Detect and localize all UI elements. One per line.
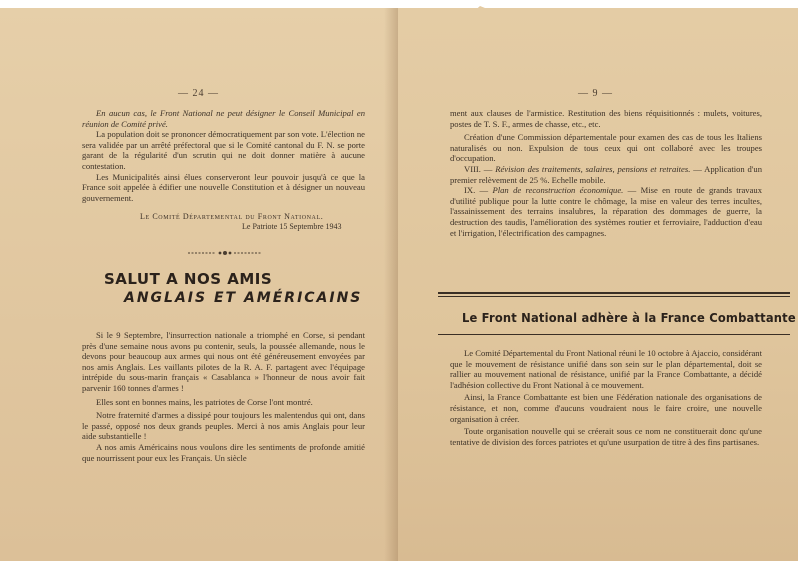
right-body-text <box>450 348 762 447</box>
ornament-divider-icon <box>186 248 264 258</box>
source-date: Le Patriote 15 Septembre 1943 <box>242 222 342 231</box>
insurrection-paragraph: Si le 9 Septembre, l'insurrection nationale a triomphé en Corse, si pendant près d'une semaine nous avons pu contenir, seuls, la poussée allemande, nous le devons pour beaucoup aux armes qui nous ont été généreusement envoyées par nos amis Anglais. Les vaillants pilotes de la R. A. F. partagent avec l'équipage intrépide du sous-marin français « Casablanca » l'honneur de nous avoir fait parvenir 160 tonnes d'armes ! <box>82 330 365 393</box>
item-8-title: Révision des traitements, salaires, pensions et retraites. <box>495 163 691 174</box>
municipalities-paragraph: Les Municipalités ainsi élues conserveront leur pouvoir jusqu'à ce que la France soit appelée à édifier une nouvelle Constitution et à désigner un nouveau gouvernement. <box>82 171 365 203</box>
heading-allies: ANGLAIS ET AMÉRICAINS <box>124 290 363 306</box>
intro-paragraph: En aucun cas, le Front National ne peut désigner le Conseil Municipal en réunion de Comité privé. <box>82 108 365 129</box>
heading-salut: SALUT A NOS AMIS <box>104 270 273 288</box>
item-9-text: — Mise en route de grands travaux d'utilité publique pour la lutte contre le chômage, la mise en valeur des terres incultes, l'assainissement des terrains insalubres, la réparation des dommages de guerre, la destruction des taudis, l'amélioration des systèmes routier et ferroviaire, l'adduction d'eau et l'irrigation, l'électrification des campagnes. <box>450 185 763 238</box>
item-9-label: IX. — <box>464 185 489 196</box>
new-organisation-paragraph: Toute organisation nouvelle qui se créerait sous ce nom ne constituerait donc qu'une tentative de division des forces patriotes et qu'une usurpation de titre à des fins partisanes. <box>450 426 762 447</box>
item-8 <box>450 164 762 185</box>
banner-rule-top <box>438 292 790 294</box>
banner-rule-top-thin <box>438 296 790 297</box>
page-number-left: — 24 — <box>178 88 219 99</box>
vote-paragraph: La population doit se prononcer démocratiquement par son vote. L'élection ne sera validée par un arrêté préfectoral que si le Comité cantonal du F. N. se porte garant de la régularité d'un scrutin qui ne doit donner matière à aucune contestation. <box>82 129 365 171</box>
left-page <box>0 8 398 561</box>
left-top-text <box>82 108 365 203</box>
committee-signature: Le Comité Départemental du Front National. <box>140 212 324 221</box>
banner-heading: Le Front National adhère à la France Combattante <box>462 310 796 325</box>
item-8-text: — Application d'un premier relèvement de 25 %. Echelle mobile. <box>450 163 763 185</box>
right-top-text <box>450 108 762 238</box>
good-hands-paragraph: Elles sont en bonnes mains, les patriotes de Corse l'ont montré. <box>96 396 313 407</box>
restitution-paragraph: ment aux clauses de l'armistice. Restitution des biens réquisitionnés : mulets, voitures, postes de T. S. F., armes de chasse, etc., etc. <box>450 108 762 129</box>
committee-paragraph: Le Comité Départemental du Front National réuni le 10 octobre à Ajaccio, considérant que le mouvement de résistance unifié dans son sein sur le plan départemental, doit se rallier au mouvement national de résistance, unifié par la France Combattante, a décidé l'adhésion collective du Front National à ce mouvement. <box>450 348 762 390</box>
fraternity-paragraph: Notre fraternité d'armes a dissipé pour toujours les malentendus qui ont, dans le passé, opposé nos deux grands peuples. Merci à nos amis Anglais pour leur aide substantielle ! <box>82 410 365 442</box>
item-9-title: Plan de reconstruction économique. <box>492 185 624 196</box>
federation-paragraph: Ainsi, la France Combattante est bien une Fédération nationale des organisations de résistance, et non, comme d'aucuns voudraient nous le faire croire, une nouvelle organisation à créer. <box>450 392 762 424</box>
commission-paragraph: Création d'une Commission départementale pour examen des cas de tous les Italiens naturalisés ou non. Expulsion de tous ceux qui ont collaboré avec les troupes d'occupation. <box>450 132 762 164</box>
left-body-text <box>82 330 365 463</box>
banner-rule-bottom <box>438 334 790 335</box>
item-8-label: VIII. — <box>464 163 493 174</box>
page-number-right: — 9 — <box>578 88 613 99</box>
right-page <box>398 8 798 561</box>
americans-paragraph: A nos amis Américains nous voulons dire les sentiments de profonde amitié que nourrissent pour eux les Français. Un siècle <box>82 441 365 463</box>
item-9 <box>450 185 762 238</box>
